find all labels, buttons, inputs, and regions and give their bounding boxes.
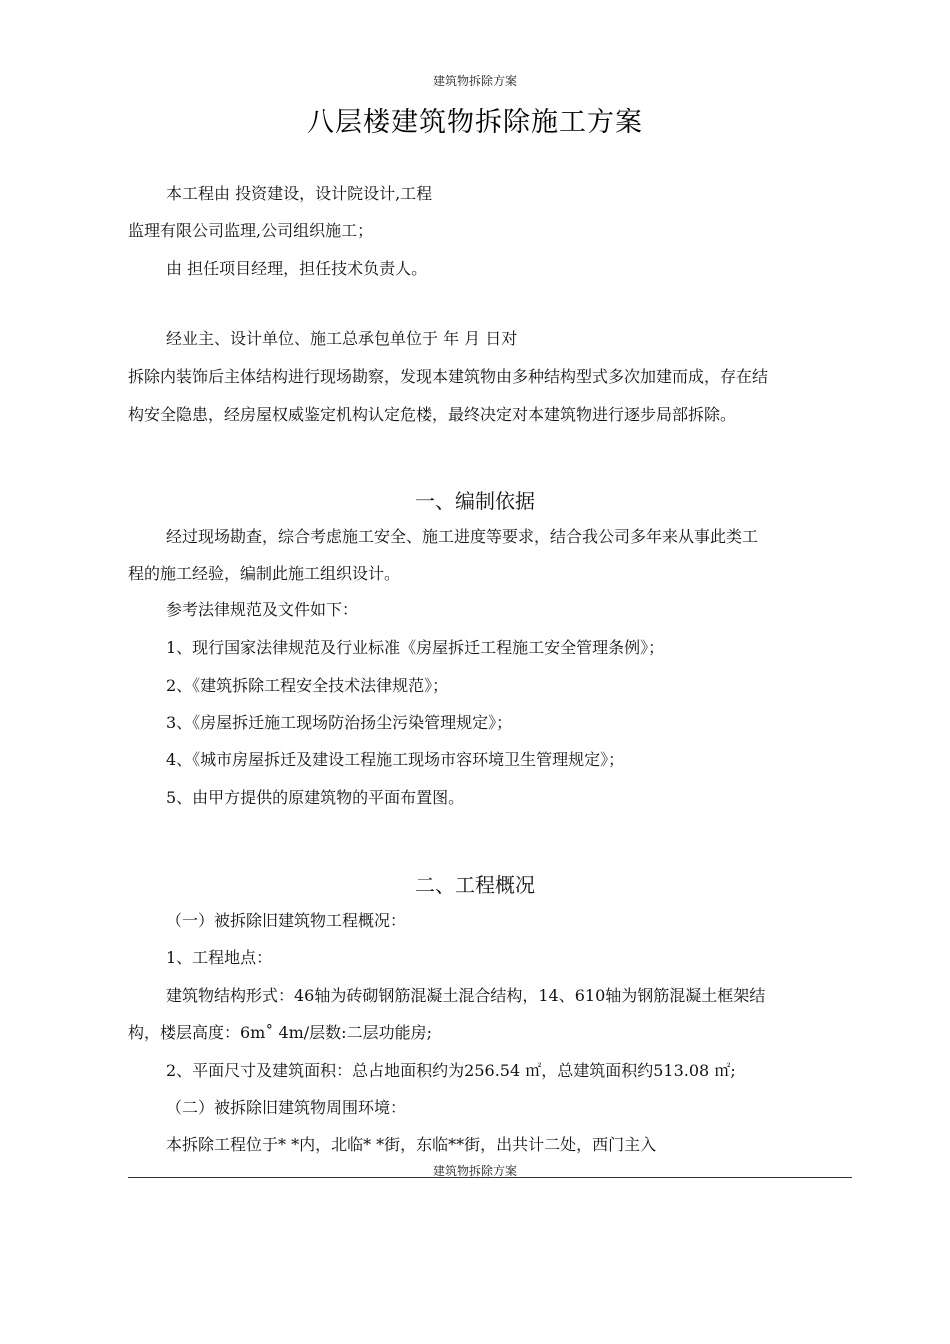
subsection-2-heading: （二）被拆除旧建筑物周围环境： [166,1098,407,1117]
section-2-heading: 二、工程概况 [415,873,535,897]
reference-item: 5、由甲方提供的原建筑物的平面布置图。 [166,788,465,807]
intro-paragraph-1-line-2: 监理有限公司监理,公司组织施工； [128,221,374,240]
reference-item: 4、《城市房屋拆迁及建设工程施工现场市容环境卫生管理规定》； [166,750,625,769]
structure-line-1: 建筑物结构形式：46轴为砖砌钢筋混凝土混合结构，14、610轴为钢筋混凝土框架结 [166,986,766,1005]
reference-intro: 参考法律规范及文件如下： [166,600,359,619]
intro-paragraph-3-line-3: 构安全隐患，经房屋权威鉴定机构认定危楼，最终决定对本建筑物进行逐步局部拆除。 [128,405,737,424]
intro-paragraph-3-line-2: 拆除内装饰后主体结构进行现场勘察，发现本建筑物由多种结构型式多次加建而成，存在结 [128,367,769,386]
footer-divider [128,1177,852,1178]
section-1-paragraph-line-2: 程的施工经验，编制此施工组织设计。 [128,564,401,583]
reference-item: 1、现行国家法律规范及行业标准《房屋拆迁工程施工安全管理条例》； [166,638,665,657]
area-line: 2、平面尺寸及建筑面积：总占地面积约为256.54 ㎡，总建筑面积约513.08 ㎡; [166,1061,736,1080]
environment-line: 本拆除工程位于* *内，北临* *街，东临**街，出共计二处，西门主入 [166,1135,657,1154]
intro-paragraph-2: 由 担任项目经理，担任技术负责人。 [166,259,428,278]
document-title: 八层楼建筑物拆除施工方案 [307,107,643,138]
intro-paragraph-1-line-1: 本工程由 投资建设，设计院设计,工程 [166,184,433,203]
reference-item: 3、《房屋拆迁施工现场防治扬尘污染管理规定》； [166,713,513,732]
running-footer: 建筑物拆除方案 [432,1164,517,1178]
project-location: 1、工程地点： [166,948,273,967]
section-1-heading: 一、编制依据 [415,489,535,513]
reference-item: 2、《建筑拆除工程安全技术法律规范》； [166,676,449,695]
section-1-paragraph-line-1: 经过现场勘查，综合考虑施工安全、施工进度等要求，结合我公司多年来从事此类工 [166,527,759,546]
subsection-1-heading: （一）被拆除旧建筑物工程概况： [166,911,407,930]
running-header: 建筑物拆除方案 [432,74,517,88]
intro-paragraph-3-line-1: 经业主、设计单位、施工总承包单位于 年 月 日对 [166,329,518,348]
structure-line-2: 构，楼层高度：6m˚ 4m/层数:二层功能房; [128,1023,432,1042]
